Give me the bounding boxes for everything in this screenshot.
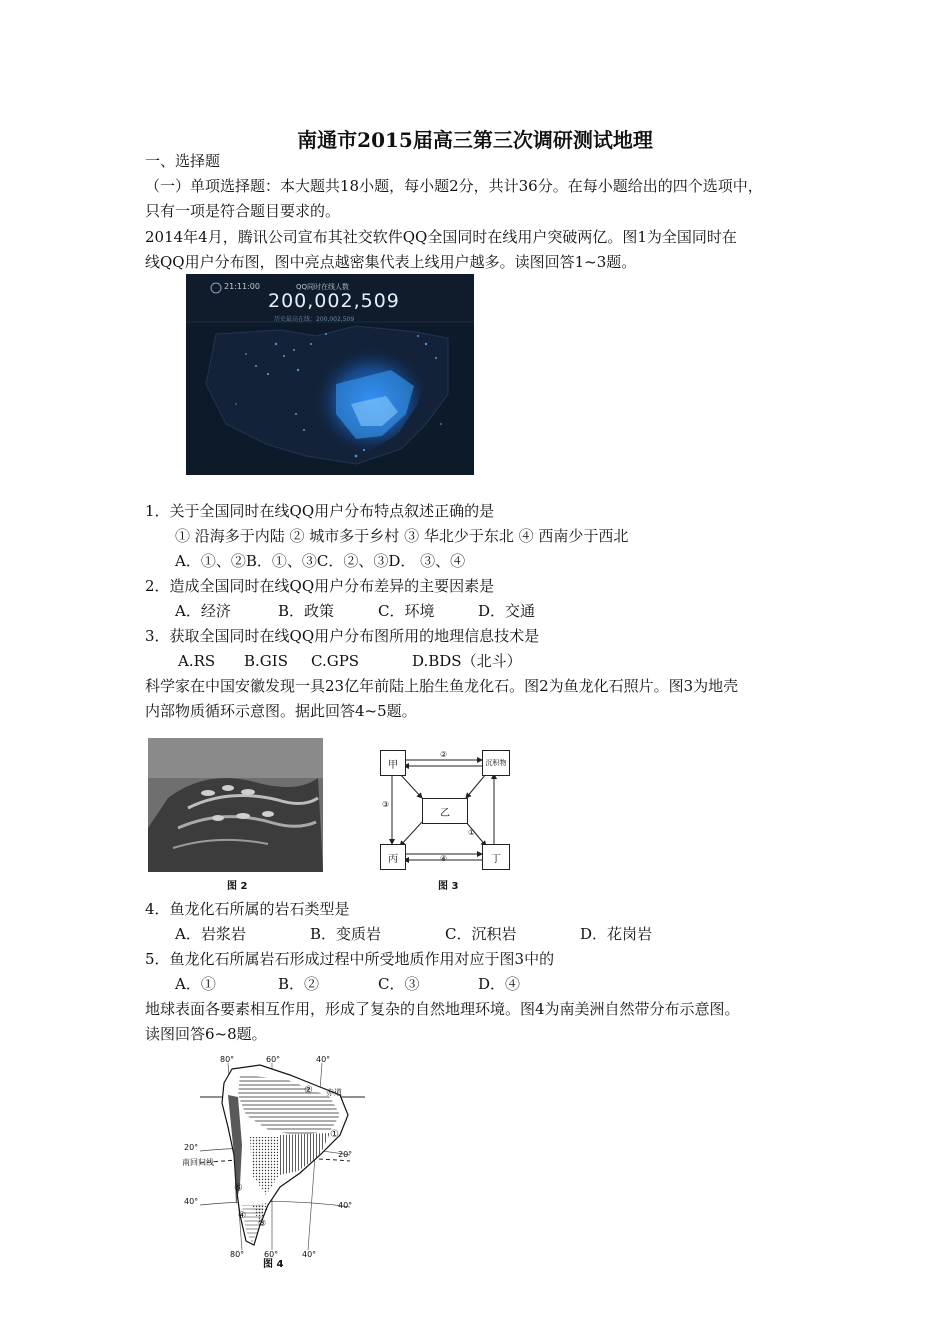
q2-option-d: D．交通 <box>478 602 536 620</box>
page-title: 南通市2015届高三第三次调研测试地理 <box>297 128 653 152</box>
arrow-label-3: ③ <box>382 800 390 809</box>
lon-bottom-60: 60° <box>264 1250 279 1259</box>
qq-time: 21:11:00 <box>224 282 260 291</box>
q5-stem: 5．鱼龙化石所属岩石形成过程中所受地质作用对应于图3中的 <box>145 950 555 968</box>
instructions-line-1: （一）单项选择题：本大题共18小题，每小题2分，共计36分。在每小题给出的四个选项中， <box>145 177 763 195</box>
intro3-line-2: 读图回答6~8题。 <box>145 1025 267 1043</box>
mark-4: ④ <box>238 1211 247 1221</box>
q2-stem: 2．造成全国同时在线QQ用户分布差异的主要因素是 <box>145 577 495 595</box>
lon-bottom-40: 40° <box>302 1250 317 1259</box>
q3-stem: 3．获取全国同时在线QQ用户分布图所用的地理信息技术是 <box>145 627 540 645</box>
intro1-line-2: 线QQ用户分布图，图中亮点越密集代表上线用户越多。读图回答1~3题。 <box>145 253 637 271</box>
q4-stem: 4．鱼龙化石所属的岩石类型是 <box>145 900 350 918</box>
q4-option-d: D．花岗岩 <box>580 925 653 943</box>
tropic-label: 南回归线 <box>182 1158 214 1167</box>
q1-options: A．①、②B．①、③C．②、③D． ③、④ <box>175 552 466 570</box>
q5-option-c: C．③ <box>378 975 420 993</box>
figure-2-fossil-photo <box>148 738 323 872</box>
intro2-line-1: 科学家在中国安徽发现一具23亿年前陆上胎生鱼龙化石。图2为鱼龙化石照片。图3为地壳 <box>145 677 739 695</box>
lon-top-80: 80° <box>220 1055 235 1064</box>
instructions-line-2: 只有一项是符合题目要求的。 <box>145 202 341 220</box>
box-ding: 丁 <box>482 844 510 870</box>
box-sediment: 沉积物 <box>482 750 510 776</box>
q5-option-a: A．① <box>175 975 216 993</box>
q5-option-b: B．② <box>278 975 320 993</box>
qq-online-count: 200,002,509 <box>268 290 400 312</box>
figure-3-caption: 图 3 <box>438 881 459 892</box>
equator-label: 赤道 <box>326 1088 342 1097</box>
figure-4-south-america-map <box>180 1055 370 1260</box>
section-heading: 一、选择题 <box>145 152 221 170</box>
q2-option-a: A．经济 <box>175 602 231 620</box>
q4-option-b: B．变质岩 <box>310 925 382 943</box>
q4-option-c: C．沉积岩 <box>445 925 517 943</box>
lat-right-40: 40° <box>338 1201 353 1210</box>
q3-option-c: C.GPS <box>311 652 360 670</box>
intro1-line-1: 2014年4月，腾讯公司宣布其社交软件QQ全国同时在线用户突破两亿。图1为全国同时在 <box>145 228 737 246</box>
q2-option-b: B．政策 <box>278 602 335 620</box>
figure-4-caption: 图 4 <box>263 1259 284 1270</box>
intro2-line-2: 内部物质循环示意图。据此回答4~5题。 <box>145 702 417 720</box>
q1-stem: 1．关于全国同时在线QQ用户分布特点叙述正确的是 <box>145 502 495 520</box>
figure-2-caption: 图 2 <box>227 881 248 892</box>
q4-option-a: A．岩浆岩 <box>175 925 246 943</box>
mark-1: ① <box>330 1129 339 1140</box>
qq-label: QQ同时在线人数 <box>296 283 350 291</box>
lat-left-20: 20° <box>184 1143 199 1152</box>
lon-top-60: 60° <box>266 1055 281 1064</box>
q1-statements: ① 沿海多于内陆 ② 城市多于乡村 ③ 华北少于东北 ④ 西南少于西北 <box>175 527 629 545</box>
box-jia: 甲 <box>380 750 406 776</box>
figure-1-qq-map <box>186 274 474 475</box>
qq-history-peak: 历史最高在线：200,002,509 <box>274 316 355 323</box>
box-yi: 乙 <box>422 798 468 824</box>
box-bing: 丙 <box>380 844 406 870</box>
q5-option-d: D．④ <box>478 975 521 993</box>
q3-option-b: B.GIS <box>244 652 288 670</box>
arrow-label-4: ④ <box>440 854 448 863</box>
lon-bottom-80: 80° <box>230 1250 245 1259</box>
q2-option-c: C．环境 <box>378 602 435 620</box>
mark-5: ⑤ <box>234 1183 243 1194</box>
arrow-label-1: ① <box>468 828 476 837</box>
fossil-photo-graphic <box>148 738 323 872</box>
mark-2: ② <box>304 1085 313 1096</box>
lat-right-20: 20° <box>338 1150 353 1159</box>
arrow-label-2: ② <box>440 750 448 759</box>
intro3-line-1: 地球表面各要素相互作用，形成了复杂的自然地理环境。图4为南美洲自然带分布示意图。 <box>145 1000 740 1018</box>
lat-left-40: 40° <box>184 1197 199 1206</box>
figure-3-rock-cycle <box>370 742 530 877</box>
lon-top-40: 40° <box>316 1055 331 1064</box>
q3-option-d: D.BDS（北斗） <box>412 652 522 670</box>
mark-3: ③ <box>258 1219 267 1229</box>
q3-option-a: A.RS <box>178 652 216 670</box>
